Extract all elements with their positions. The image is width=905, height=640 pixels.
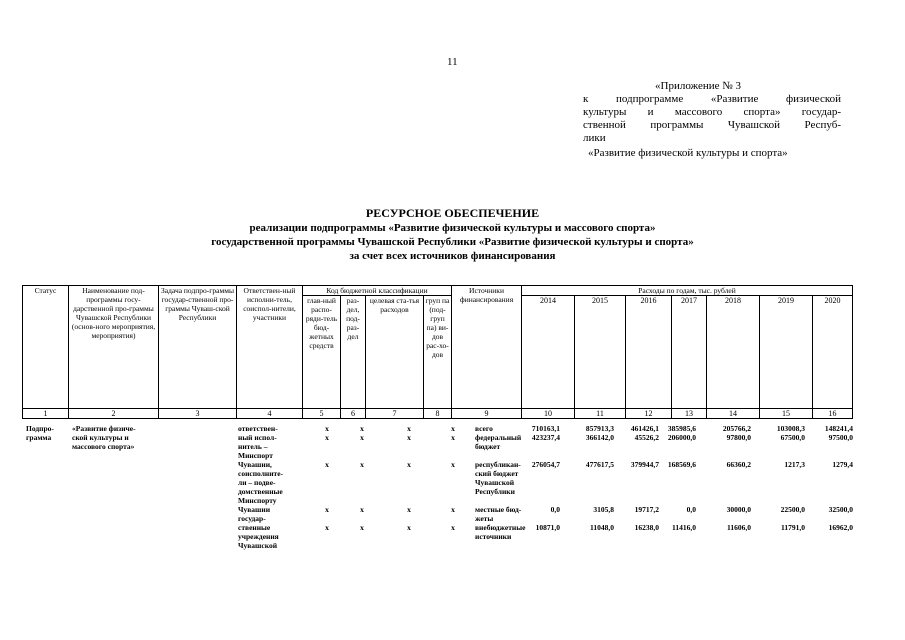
column-number: 3 [159, 409, 237, 419]
row-responsible [238, 424, 283, 550]
funding-value: 0,0 [550, 505, 560, 514]
appendix-line-2: к подпрограмме «Развитие физической [583, 93, 841, 105]
column-number: 13 [672, 409, 707, 419]
responsible-line: Чувашии [238, 505, 271, 514]
column-number: 14 [707, 409, 760, 419]
funding-value: 276054,7 [531, 460, 560, 469]
funding-source: местные бюд- жеты [475, 505, 522, 523]
x-mark: х [325, 433, 329, 442]
header-responsible: Ответствен-ный исполни-тель, соиспол-нители, участники [237, 286, 303, 409]
header-task: Задача подпро-граммы государ-ственной про-граммы Чуваш-ской Республики [159, 286, 237, 409]
responsible-line: нитель – [238, 442, 268, 451]
x-mark: х [360, 433, 364, 442]
header-rz: раз-дел, под-раз-дел [341, 296, 366, 409]
funding-value: 30000,0 [726, 505, 751, 514]
title-line-2: реализации подпрограммы «Развитие физической культуры и массового спорта» [249, 222, 656, 234]
title-line-3: государственной программы Чувашской Республики «Развитие физической культуры и спорта» [211, 236, 694, 248]
funding-value: 379944,7 [630, 460, 659, 469]
x-mark: х [360, 523, 364, 532]
funding-value: 67500,0 [780, 433, 805, 442]
funding-value: 66360,2 [726, 460, 751, 469]
row-name: «Развитие физиче- ской культуры и массового спорта» [72, 424, 136, 451]
funding-value: 366142,0 [585, 433, 614, 442]
funding-value: 1279,4 [832, 460, 853, 469]
x-mark: х [407, 505, 411, 514]
funding-value: 103008,3 [776, 424, 805, 433]
header-year: 2017 [672, 296, 707, 409]
responsible-line: ответствен- [238, 424, 278, 433]
appendix-line-4: ственной программы Чувашской Респуб- [583, 119, 841, 131]
column-number: 6 [341, 409, 366, 419]
responsible-line: учреждения [238, 532, 279, 541]
x-mark: х [360, 424, 364, 433]
header-year: 2016 [626, 296, 672, 409]
header-year: 2014 [522, 296, 575, 409]
header-status: Статус [23, 286, 69, 409]
header-expenses: Расходы по годам, тыс. рублей [522, 286, 853, 296]
funding-value: 22500,0 [780, 505, 805, 514]
funding-value: 97800,0 [726, 433, 751, 442]
header-gr: глав-ный распо-ряди-тель бюд-жетных средств [303, 296, 341, 409]
header-year: 2020 [813, 296, 853, 409]
responsible-line: Минспорт [238, 451, 273, 460]
column-number: 15 [760, 409, 813, 419]
funding-value: 32500,0 [828, 505, 853, 514]
funding-value: 11606,0 [727, 523, 751, 532]
responsible-line: Чувашии, [238, 460, 272, 469]
x-mark: х [407, 424, 411, 433]
resource-table-header [22, 285, 853, 419]
x-mark: х [451, 523, 455, 532]
column-number: 2 [69, 409, 159, 419]
responsible-line: соисполните- [238, 469, 284, 478]
header-year: 2019 [760, 296, 813, 409]
funding-value: 11791,0 [781, 523, 805, 532]
funding-value: 857913,3 [585, 424, 614, 433]
header-year: 2015 [575, 296, 626, 409]
funding-value: 45526,2 [634, 433, 659, 442]
x-mark: х [360, 460, 364, 469]
funding-value: 206000,0 [667, 433, 696, 442]
x-mark: х [325, 460, 329, 469]
funding-value: 205766,2 [722, 424, 751, 433]
funding-value: 11048,0 [590, 523, 614, 532]
funding-value: 148241,4 [824, 424, 853, 433]
column-number: 5 [303, 409, 341, 419]
funding-value: 710163,1 [531, 424, 560, 433]
funding-value: 1217,3 [784, 460, 805, 469]
funding-value: 16238,0 [634, 523, 659, 532]
header-budget-code: Код бюджетной классификации [303, 286, 452, 296]
funding-source: внебюджетные источники [475, 523, 526, 541]
x-mark: х [451, 505, 455, 514]
funding-value: 385985,6 [667, 424, 696, 433]
funding-value: 19717,2 [634, 505, 659, 514]
responsible-line: ственные [238, 523, 271, 532]
funding-value: 10871,0 [535, 523, 560, 532]
x-mark: х [325, 505, 329, 514]
page-number: 11 [447, 56, 458, 68]
header-csr: целевая ста-тья расходов [366, 296, 424, 409]
title-line-4: за счет всех источников финансирования [349, 250, 556, 262]
funding-source: республикан- ский бюджет Чувашской Республики [475, 460, 521, 496]
header-year: 2018 [707, 296, 760, 409]
funding-value: 477617,5 [585, 460, 614, 469]
column-number: 8 [424, 409, 452, 419]
title-line-1: РЕСУРСНОЕ ОБЕСПЕЧЕНИЕ [365, 206, 540, 220]
appendix-line-3: культуры и массового спорта» государ- [583, 106, 841, 118]
funding-value: 461426,1 [630, 424, 659, 433]
column-number: 12 [626, 409, 672, 419]
appendix-header [583, 80, 841, 160]
responsible-line: Минспорту [238, 496, 277, 505]
responsible-line: ный испол- [238, 433, 277, 442]
funding-value: 168569,6 [667, 460, 696, 469]
funding-value: 423237,4 [531, 433, 560, 442]
funding-value: 16962,0 [828, 523, 853, 532]
x-mark: х [407, 433, 411, 442]
funding-value: 3105,8 [593, 505, 614, 514]
column-number: 16 [813, 409, 853, 419]
responsible-line: ли – подве- [238, 478, 276, 487]
x-mark: х [325, 523, 329, 532]
x-mark: х [451, 460, 455, 469]
responsible-line: государ- [238, 514, 266, 523]
x-mark: х [451, 424, 455, 433]
row-status: Подпро- грамма [26, 424, 54, 442]
column-number: 1 [23, 409, 69, 419]
responsible-line: домственные [238, 487, 283, 496]
appendix-line-1: «Приложение № 3 [655, 80, 742, 92]
x-mark: х [325, 424, 329, 433]
responsible-line: Чувашской [238, 541, 278, 550]
column-number-row [23, 409, 853, 419]
column-number: 10 [522, 409, 575, 419]
appendix-line-5: «Развитие физической культуры и спорта» [588, 147, 788, 159]
column-number: 4 [237, 409, 303, 419]
x-mark: х [407, 523, 411, 532]
header-vr: груп па (под-груп па) ви-дов рас-хо-дов [424, 296, 452, 409]
funding-value: 97500,0 [828, 433, 853, 442]
x-mark: х [451, 433, 455, 442]
document-title [0, 206, 905, 263]
column-number: 9 [452, 409, 522, 419]
column-number: 11 [575, 409, 626, 419]
column-number: 7 [366, 409, 424, 419]
funding-value: 11416,0 [672, 523, 696, 532]
x-mark: х [407, 460, 411, 469]
funding-source: всего [475, 424, 493, 433]
x-mark: х [360, 505, 364, 514]
appendix-line-4b: лики [583, 132, 606, 144]
funding-value: 0,0 [686, 505, 696, 514]
header-sources: Источники финансирования [452, 286, 522, 409]
funding-source: федеральный бюджет [475, 433, 522, 451]
header-name: Наименование под-программы госу-дарственной про-граммы Чувашской Республики (основ-ного мероприятия, мероприятия) [69, 286, 159, 409]
